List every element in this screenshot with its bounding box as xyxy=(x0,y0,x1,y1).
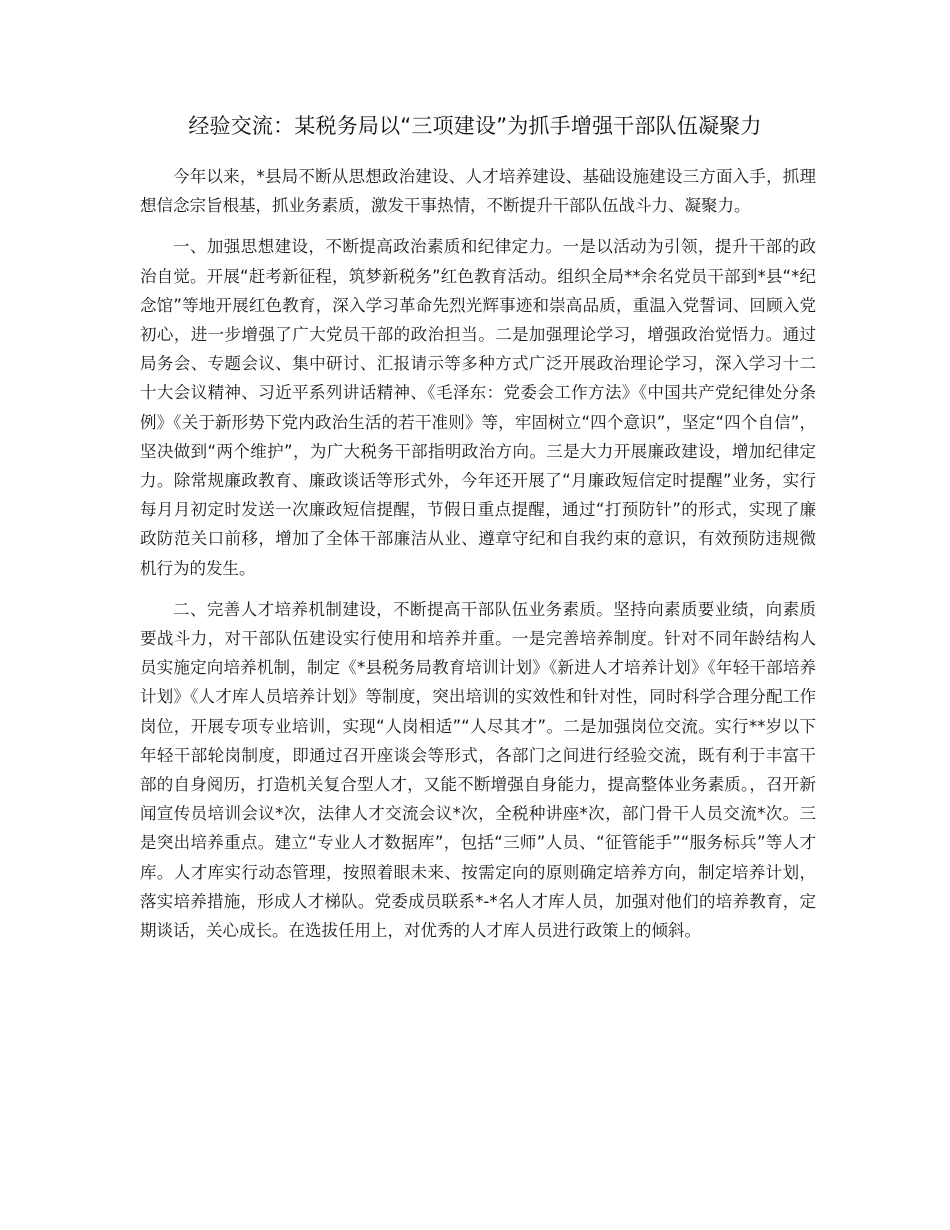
document-title: 经验交流：某税务局以“三项建设”为抓手增强干部队伍凝聚力 xyxy=(188,114,762,138)
paragraph-section-two: 二、完善人才培养机制建设，不断提高干部队伍业务素质。坚持向素质要业绩，向素质要战斗力，对干部队伍建设实行使用和培养并重。一是完善培养制度。针对不同年龄结构人员实施定向培养机制，制定《*县税务局教育培训计划》《新进人才培养计划》《年轻干部培养计划》《人才库人员培养计划》等制度，突出培训的实效性和针对性，同时科学合理分配工作岗位，开展专项专业培训，实现“人岗相适”“人尽其才”。二是加强岗位交流。实行**岁以下年轻干部轮岗制度，即通过召开座谈会等形式，各部门之间进行经验交流，既有利于丰富干部的自身阅历，打造机关复合型人才，又能不断增强自身能力，提高整体业务素质。，召开新闻宣传员培训会议*次，法律人才交流会议*次，全税种讲座*次，部门骨干人员交流*次。三是突出培养重点。建立“专业人才数据库”，包括“三师”人员、“征管能手”“服务标兵”等人才库。人才库实行动态管理，按照着眼未来、按需定向的原则确定培养方向，制定培养计划，落实培养措施，形成人才梯队。党委成员联系*-*名人才库人员，加强对他们的培养教育，定期谈话，关心成长。在选拔任用上，对优秀的人才库人员进行政策上的倾斜。 xyxy=(140,599,816,941)
paragraph-section-one: 一、加强思想建设，不断提高政治素质和纪律定力。一是以活动为引领，提升干部的政治自觉。开展“赶考新征程，筑梦新税务”红色教育活动。组织全局**余名党员干部到*县“*纪念馆”等地开展红色教育，深入学习革命先烈光辉事迹和崇高品质，重温入党誓词、回顾入党初心，进一步增强了广大党员干部的政治担当。二是加强理论学习，增强政治觉悟力。通过局务会、专题会议、集中研讨、汇报请示等多种方式广泛开展政治理论学习，深入学习十二十大会议精神、习近平系列讲话精神、《毛泽东：党委会工作方法》《中国共产党纪律处分条例》《关于新形势下党内政治生活的若干准则》等，牢固树立“四个意识”，坚定“四个自信”，坚决做到“两个维护”，为广大税务干部指明政治方向。三是大力开展廉政建设，增加纪律定力。除常规廉政教育、廉政谈话等形式外，今年还开展了“月廉政短信定时提醒”业务，实行每月月初定时发送一次廉政短信提醒，节假日重点提醒，通过“打预防针”的形式，实现了廉政防范关口前移，增加了全体干部廉洁从业、遵章守纪和自我约束的意识，有效预防违规微机行为的发生。 xyxy=(140,237,816,578)
document-body xyxy=(140,162,816,945)
paragraph-intro: 今年以来，*县局不断从思想政治建设、人才培养建设、基础设施建设三方面入手，抓理想信念宗旨根基，抓业务素质，激发干事热情，不断提升干部队伍战斗力、凝聚力。 xyxy=(140,167,816,216)
